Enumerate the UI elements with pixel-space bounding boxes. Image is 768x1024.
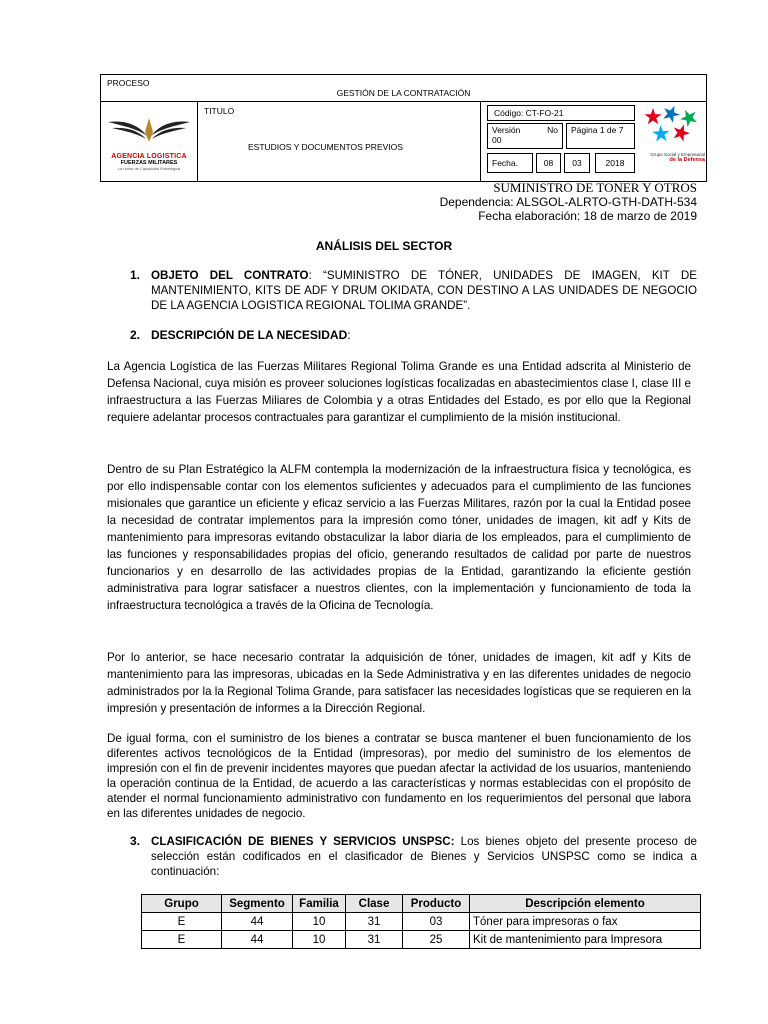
- left-logo-tag: La unión de Capacidad Estratégica: [117, 166, 181, 171]
- titulo-value: ESTUDIOS Y DOCUMENTOS PREVIOS: [248, 142, 403, 152]
- titulo-label: TITULO: [204, 106, 235, 116]
- table-cell: 03: [403, 913, 470, 931]
- paragraph-4: De igual forma, con el suministro de los bienes a contratar se busca mantener el buen funcionamiento de los diferentes activos tecnológicos de la Entidad (impresoras), por medio del suministro de los elementos de impresión con el fin de prevenir incidentes mayores que puedan afectar la actividad de los usuarios, manteniendo la operación continua de la Entidad, de acuerdo a las características y normas establecidas con el propósito de atender el normal funcionamiento administrativo con fundamento en los requerimientos del personal que labora en las diferentes unidades de negocio.: [107, 732, 691, 820]
- right-logo-line1: Grupo Social y Empresarial: [650, 152, 705, 157]
- fecha-anio-box: [595, 153, 635, 173]
- table-cell: 25: [403, 931, 470, 949]
- table-cell: Tóner para impresoras o fax: [470, 913, 701, 931]
- table-cell: Kit de mantenimiento para Impresora: [470, 931, 701, 949]
- item-1-title: OBJETO DEL CONTRATO: [151, 269, 309, 282]
- table-cell: E: [142, 913, 222, 931]
- table-row: [142, 913, 701, 931]
- document-fecha-elaboracion: Fecha elaboración: 18 de marzo de 2019: [478, 209, 697, 223]
- grupo-social-logo: [639, 105, 705, 175]
- right-logo-line2: de la Defensa: [669, 157, 705, 163]
- paragraph-1: La Agencia Logística de las Fuerzas Militares Regional Tolima Grande es una Entidad adscrita al Ministerio de Defensa Nacional, cuya misión es proveer soluciones logísticas focalizadas en abastecimientos clase I, clase III e infraestructura a las Fuerzas Miliares de Colombia y a otras Entidades del Estado, es por ello que la Regional requiere adelantar procesos contractuales para garantizar el cumplimiento de la misión institucional.: [107, 360, 691, 424]
- section-title: ANÁLISIS DEL SECTOR: [315, 239, 453, 253]
- item-2-body: [151, 328, 697, 342]
- codigo-box: [487, 105, 635, 121]
- pagina-text: Página 1 de 7: [571, 125, 624, 135]
- table-cell: 10: [293, 931, 346, 949]
- item-1-number: 1.: [130, 268, 141, 282]
- unspsc-table: [141, 894, 701, 949]
- item-3-text: Los bienes objeto del presente proceso de selección están codificados en el clasificador de Bienes y Servicios UNSPSC como se indica a continuación:: [151, 835, 697, 878]
- fecha-dia: 08: [543, 158, 554, 168]
- fecha-mes-box: [564, 153, 590, 173]
- table-row: [142, 931, 701, 949]
- table-header-descripcion: Descripción elemento: [470, 895, 701, 913]
- left-logo-name: AGENCIA LOGISTICA: [111, 153, 187, 160]
- fecha-label-box: [487, 153, 533, 173]
- fecha-anio: 2018: [605, 158, 625, 168]
- table-cell: 44: [222, 913, 293, 931]
- item-3-title: CLASIFICACIÓN DE BIENES Y SERVICIOS UNSPSC:: [151, 835, 455, 848]
- item-2-number: 2.: [130, 328, 141, 342]
- table-cell: 31: [346, 931, 403, 949]
- item-1-text: : “SUMINISTRO DE TÓNER, UNIDADES DE IMAGEN, KIT DE MANTENIMIENTO, KITS DE ADF Y DRUM OKIDATA, CON DESTINO A LAS UNIDADES DE NEGOCIO DE LA AGENCIA LOGISTICA REGIONAL TOLIMA GRANDE”.: [151, 269, 697, 312]
- item-2-title: DESCRIPCIÓN DE LA NECESIDAD: [151, 328, 348, 342]
- version-label: Versión: [492, 125, 521, 135]
- version-no-label: No: [547, 125, 558, 135]
- codigo-text: Código: CT-FO-21: [494, 108, 564, 118]
- fecha-dia-box: [536, 153, 561, 173]
- agencia-logistica-logo: [104, 112, 194, 178]
- document-dependencia: Dependencia: ALSGOL-ALRTO-GTH-DATH-534: [439, 195, 697, 209]
- table-header-segmento: Segmento: [222, 895, 293, 913]
- proceso-value: GESTIÓN DE LA CONTRATACIÓN: [336, 88, 471, 98]
- left-logo-sub: FUERZAS MILITARES: [120, 160, 178, 166]
- item-3-body: [151, 834, 697, 879]
- table-header-familia: Familia: [293, 895, 346, 913]
- table-header-grupo: Grupo: [142, 895, 222, 913]
- table-cell: 10: [293, 913, 346, 931]
- item-1-body: [151, 268, 697, 313]
- document-subject: SUMINISTRO DE TONER Y OTROS: [493, 180, 697, 195]
- pagina-box: [566, 123, 635, 149]
- table-cell: 44: [222, 931, 293, 949]
- proceso-label: PROCESO: [107, 78, 150, 88]
- paragraph-2: Dentro de su Plan Estratégico la ALFM contempla la modernización de la infraestructura física y tecnológica, es por ello indispensable contar con los elementos suficientes y adecuados para el cumplimiento de las funciones misionales que garantice un eficiente y eficaz servicio a las Fuerzas Militares, razón por la cual la Entidad posee la necesidad de contratar implementos para la impresión como tóner, unidades de imagen, kit adf y Kits de mantenimiento para impresoras evitando obstaculizar la labor diaria de los empleados, para el cumplimiento de las funciones y responsabilidades propias del oficio, generando resultados de calidad por parte de nuestros funcionarios y en desarrollo de las actividades propias de la Entidad, garantizando la eficiente gestión administrativa para lograr satisfacer a nuestros clientes, con la implementación y funcionamiento de toda la infraestructura tecnológica a través de la Oficina de Tecnología.: [107, 463, 691, 612]
- item-3-number: 3.: [130, 834, 141, 848]
- version-box: [487, 123, 563, 149]
- wings-icon: [104, 112, 194, 146]
- version-value: 00: [492, 135, 502, 145]
- table-cell: 31: [346, 913, 403, 931]
- table-cell: E: [142, 931, 222, 949]
- stars-logo-icon: [641, 105, 703, 145]
- fecha-label: Fecha.: [492, 158, 518, 168]
- fecha-mes: 03: [572, 158, 582, 168]
- item-2-text: :: [347, 328, 351, 342]
- paragraph-3: Por lo anterior, se hace necesario contratar la adquisición de tóner, unidades de imagen, kit adf y Kits de mantenimiento para las impresoras, ubicadas en la Sede Administrativa y en las diferentes unidades de negocio administrados por la la Regional Tolima Grande, para satisfacer las necesidades logísticas que se requieren en la impresión y presentación de informes a la Dirección Regional.: [107, 651, 691, 715]
- table-header-producto: Producto: [403, 895, 470, 913]
- table-header-clase: Clase: [346, 895, 403, 913]
- table-header-row: [142, 895, 701, 913]
